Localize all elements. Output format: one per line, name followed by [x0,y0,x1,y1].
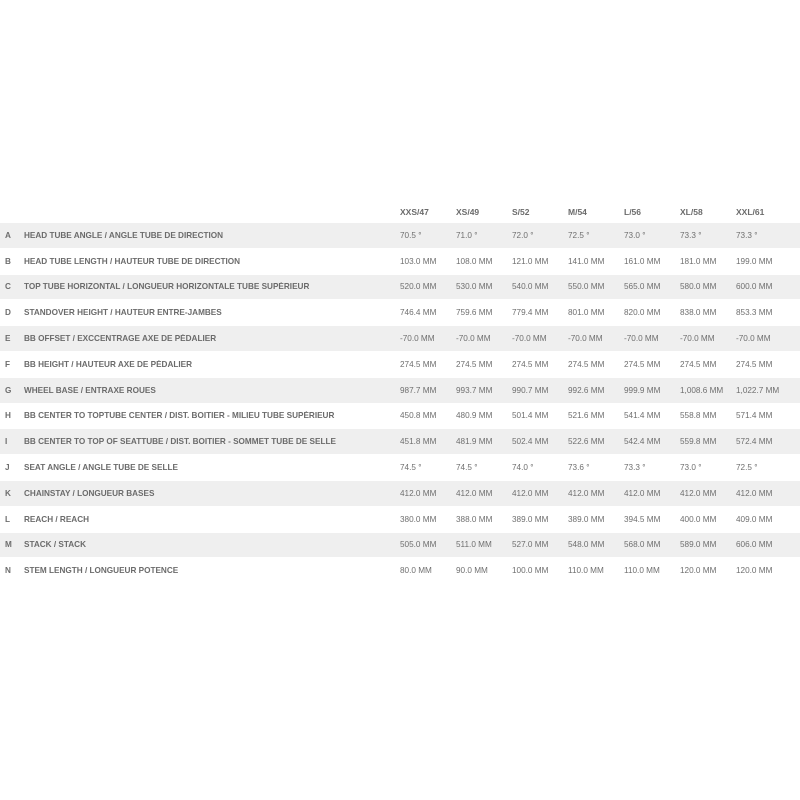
row-value: 571.4 MM [736,411,773,421]
row-value: 73.3 ° [736,230,758,240]
row-value: 409.0 MM [736,514,773,524]
row-value: 73.0 ° [624,230,646,240]
row-letter: N [5,566,11,576]
row-value: 110.0 MM [568,566,604,576]
row-value: 72.0 ° [512,230,534,240]
row-value: 568.0 MM [624,540,661,550]
row-value: 412.0 MM [680,488,717,498]
row-value: 73.3 ° [624,463,646,473]
row-value: -70.0 MM [456,334,491,344]
table-row [0,377,800,403]
size-header-xxs: XXS/47 [400,207,429,217]
row-value: 412.0 MM [568,488,605,498]
row-value: 412.0 MM [456,488,493,498]
row-letter: K [5,488,11,498]
table-row [0,351,800,377]
table-row [0,428,800,454]
row-value: 274.5 MM [400,359,437,369]
row-value: -70.0 MM [400,334,435,344]
row-value: 90.0 MM [456,566,488,576]
row-label: STANDOVER HEIGHT / HAUTEUR ENTRE-JAMBES [24,308,222,318]
row-value: 838.0 MM [680,308,717,318]
row-value: 73.0 ° [680,463,702,473]
size-header-xxl: XXL/61 [736,207,765,217]
row-value: -70.0 MM [736,334,771,344]
row-value: 999.9 MM [624,385,661,395]
row-value: 121.0 MM [512,256,549,266]
row-value: 72.5 ° [568,230,590,240]
table-row [0,403,800,429]
row-value: 274.5 MM [512,359,549,369]
row-value: 110.0 MM [624,566,660,576]
row-label: HEAD TUBE ANGLE / ANGLE TUBE DE DIRECTION [24,230,224,240]
row-value: 990.7 MM [512,385,549,395]
row-value: -70.0 MM [680,334,715,344]
row-label: CHAINSTAY / LONGUEUR BASES [24,488,155,498]
row-letter: J [5,463,10,473]
row-value: 100.0 MM [512,566,549,576]
row-label: HEAD TUBE LENGTH / HAUTEUR TUBE DE DIRECTION [24,256,241,266]
row-label: REACH / REACH [24,514,90,524]
row-value: 120.0 MM [680,566,717,576]
row-value: 530.0 MM [456,282,493,292]
table-row [0,557,800,583]
row-value: 181.0 MM [680,256,717,266]
table-body [0,222,800,583]
row-value: 759.6 MM [456,308,493,318]
table-header-row [0,198,800,222]
size-header-m: M/54 [568,207,587,217]
row-value: 606.0 MM [736,540,773,550]
row-letter: H [5,411,11,421]
row-value: 853.3 MM [736,308,773,318]
row-value: 400.0 MM [680,514,717,524]
row-value: 412.0 MM [512,488,549,498]
row-value: 412.0 MM [624,488,661,498]
row-value: 505.0 MM [400,540,437,550]
row-label: BB CENTER TO TOPTUBE CENTER / DIST. BOITIER - MILIEU TUBE SUPÉRIEUR [24,411,335,421]
row-value: 412.0 MM [400,488,437,498]
row-letter: G [5,385,12,395]
row-value: 103.0 MM [400,256,437,266]
row-value: 993.7 MM [456,385,493,395]
row-value: 550.0 MM [568,282,605,292]
row-letter: E [5,334,11,344]
row-value: 274.5 MM [680,359,717,369]
row-value: 580.0 MM [680,282,717,292]
table-row [0,506,800,532]
row-value: 589.0 MM [680,540,717,550]
row-value: 511.0 MM [456,540,492,550]
row-value: 70.5 ° [400,230,422,240]
row-value: -70.0 MM [512,334,547,344]
row-value: 120.0 MM [736,566,773,576]
row-value: 548.0 MM [568,540,605,550]
row-label: BB HEIGHT / HAUTEUR AXE DE PÉDALIER [24,359,193,369]
row-letter: C [5,282,11,292]
row-value: 199.0 MM [736,256,773,266]
row-letter: M [5,540,12,550]
row-letter: L [5,514,11,524]
row-label: STACK / STACK [24,540,87,550]
row-value: 522.6 MM [568,437,605,447]
row-value: 1,022.7 MM [736,385,780,395]
row-value: 73.3 ° [680,230,702,240]
row-value: 73.6 ° [568,463,590,473]
row-value: 389.0 MM [568,514,605,524]
row-value: 274.5 MM [456,359,493,369]
row-value: 521.6 MM [568,411,605,421]
row-value: 74.0 ° [512,463,534,473]
row-value: 394.5 MM [624,514,661,524]
row-value: 380.0 MM [400,514,437,524]
table-row [0,480,800,506]
row-value: 451.8 MM [400,437,437,447]
row-value: 108.0 MM [456,256,493,266]
row-label: BB CENTER TO TOP OF SEATTUBE / DIST. BOITIER - SOMMET TUBE DE SELLE [24,437,336,447]
row-value: 992.6 MM [568,385,605,395]
row-value: 559.8 MM [680,437,717,447]
row-value: 481.9 MM [456,437,493,447]
row-value: 389.0 MM [512,514,549,524]
row-value: 274.5 MM [736,359,773,369]
size-header-xl: XL/58 [680,207,703,217]
row-value: 565.0 MM [624,282,661,292]
row-label: SEAT ANGLE / ANGLE TUBE DE SELLE [24,463,178,473]
table-row [0,454,800,480]
table-row [0,532,800,558]
row-letter: A [5,230,11,240]
row-value: 779.4 MM [512,308,549,318]
row-value: -70.0 MM [568,334,603,344]
row-value: 558.8 MM [680,411,717,421]
row-value: 801.0 MM [568,308,605,318]
row-value: 480.9 MM [456,411,493,421]
row-value: 274.5 MM [624,359,661,369]
row-value: 527.0 MM [512,540,549,550]
row-label: BB OFFSET / EXCCENTRAGE AXE DE PÉDALIER [24,334,217,344]
row-letter: D [5,308,11,318]
row-value: 520.0 MM [400,282,437,292]
row-value: 450.8 MM [400,411,437,421]
row-value: 502.4 MM [512,437,549,447]
row-value: 746.4 MM [400,308,437,318]
table-row [0,325,800,351]
row-value: 72.5 ° [736,463,758,473]
row-value: 71.0 ° [456,230,478,240]
size-header-l: L/56 [624,207,642,217]
row-label: STEM LENGTH / LONGUEUR POTENCE [24,566,179,576]
row-value: 74.5 ° [456,463,478,473]
row-value: 141.0 MM [568,256,605,266]
row-value: 542.4 MM [624,437,661,447]
row-value: 1,008.6 MM [680,385,724,395]
row-value: 987.7 MM [400,385,437,395]
row-value: 541.4 MM [624,411,661,421]
row-letter: F [5,359,11,369]
table-row [0,248,800,274]
row-value: 600.0 MM [736,282,773,292]
row-value: 161.0 MM [624,256,661,266]
row-letter: B [5,256,11,266]
size-header-xs: XS/49 [456,207,480,217]
row-letter: I [5,437,8,447]
row-label: TOP TUBE HORIZONTAL / LONGUEUR HORIZONTALE TUBE SUPÉRIEUR [24,282,310,292]
table-row [0,222,800,248]
row-value: -70.0 MM [624,334,659,344]
geometry-table [0,198,800,583]
size-header-s: S/52 [512,207,530,217]
row-value: 274.5 MM [568,359,605,369]
row-value: 540.0 MM [512,282,549,292]
table-row [0,299,800,325]
row-value: 388.0 MM [456,514,493,524]
row-value: 501.4 MM [512,411,549,421]
table-row [0,274,800,300]
row-value: 80.0 MM [400,566,432,576]
row-value: 412.0 MM [736,488,773,498]
row-value: 572.4 MM [736,437,773,447]
row-value: 820.0 MM [624,308,661,318]
row-label: WHEEL BASE / ENTRAXE ROUES [24,385,156,395]
row-value: 74.5 ° [400,463,422,473]
